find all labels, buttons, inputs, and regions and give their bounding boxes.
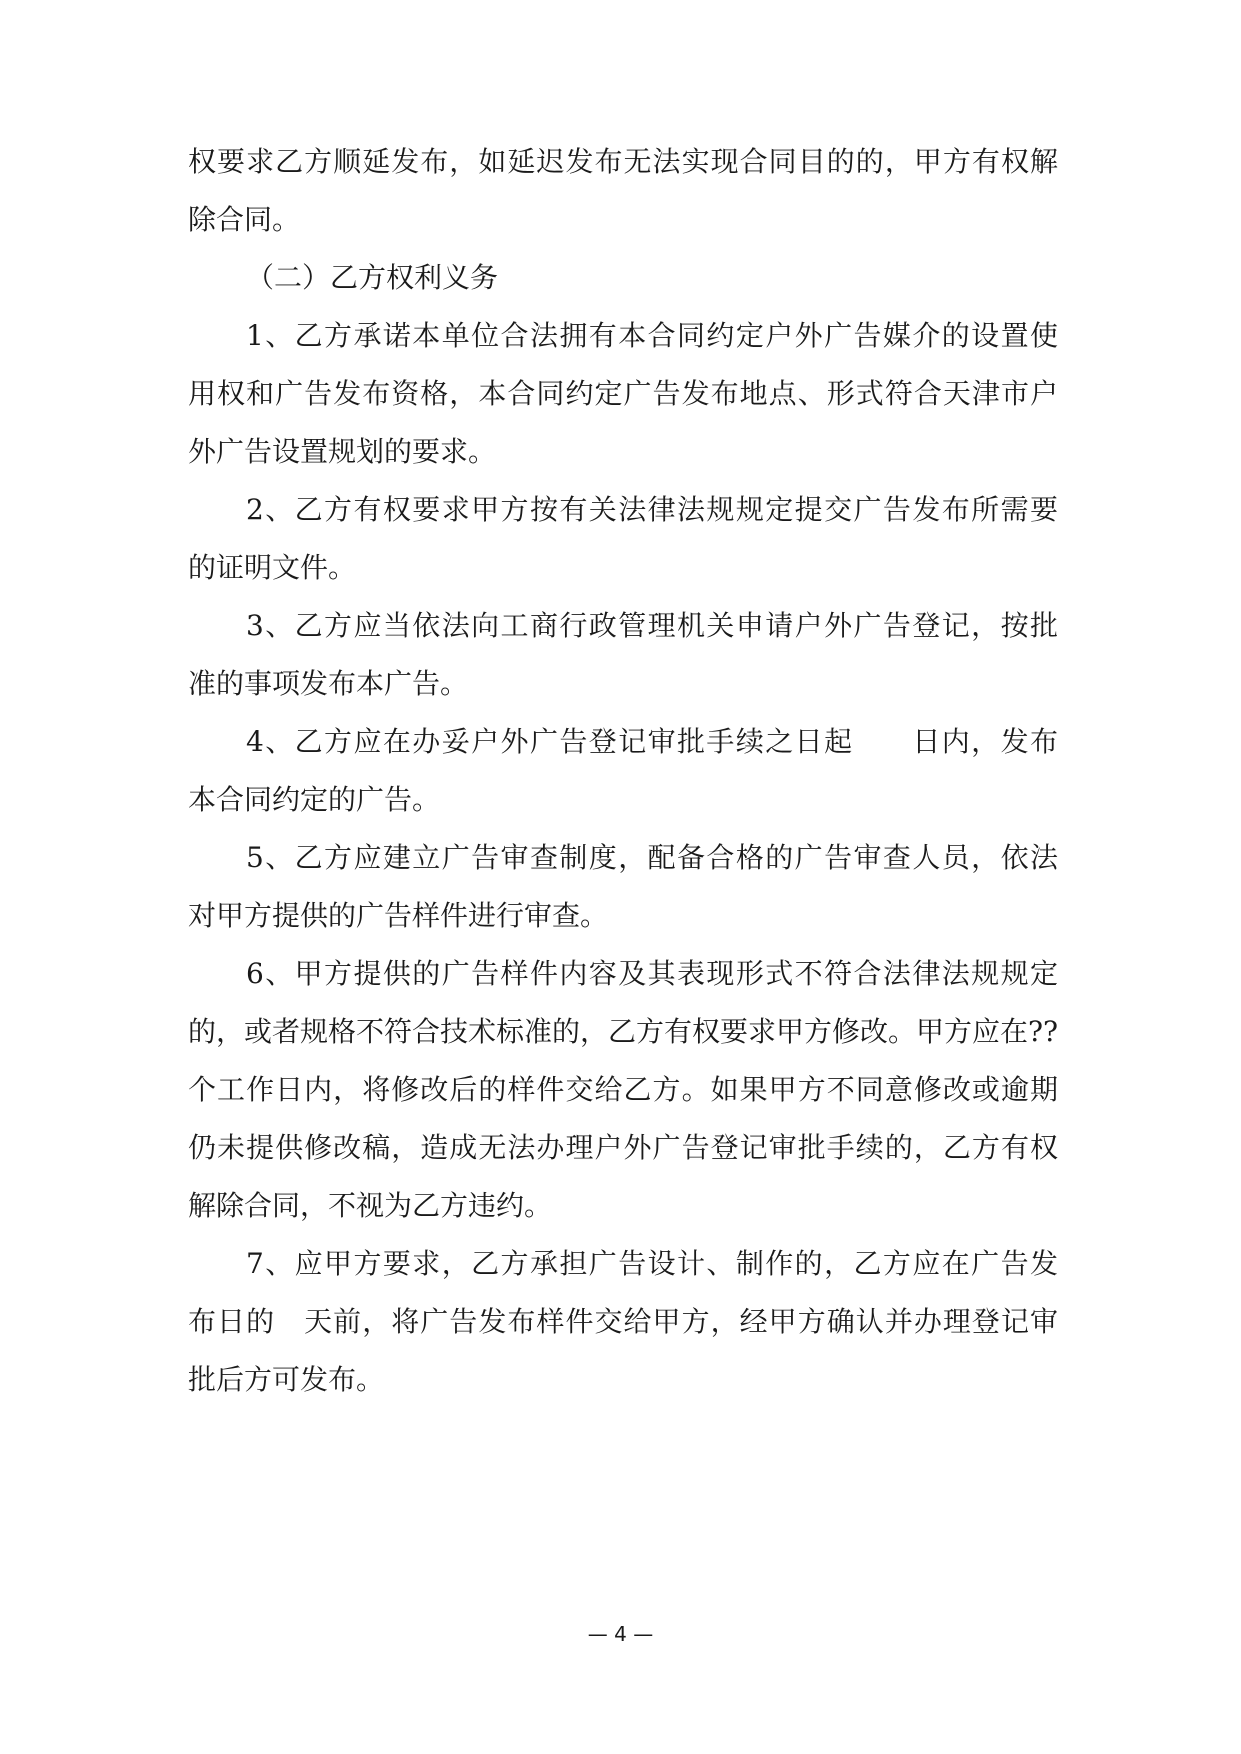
clause-6-line: 6、甲方提供的广告样件内容及其表现形式不符合法律法规规定: [246, 957, 1058, 990]
section-heading: （二）乙方权利义务: [246, 261, 499, 294]
clause-7-line: 7、应甲方要求，乙方承担广告设计、制作的，乙方应在广告发: [246, 1247, 1058, 1280]
clause-1-line: 用权和广告发布资格，本合同约定广告发布地点、形式符合天津市户: [188, 377, 1058, 410]
clause-7-line: 批后方可发布。: [188, 1363, 385, 1396]
clause-6-line: 个工作日内，将修改后的样件交给乙方。如果甲方不同意修改或逾期: [188, 1073, 1058, 1106]
clause-6-line: 解除合同，不视为乙方违约。: [188, 1189, 553, 1222]
body-line: 权要求乙方顺延发布，如延迟发布无法实现合同目的的，甲方有权解: [188, 145, 1058, 178]
clause-3-line: 3、乙方应当依法向工商行政管理机关申请户外广告登记，按批: [246, 609, 1058, 642]
clause-3-line: 准的事项发布本广告。: [188, 667, 469, 700]
body-line: 除合同。: [188, 203, 301, 236]
clause-1-line: 1、乙方承诺本单位合法拥有本合同约定户外广告媒介的设置使: [246, 319, 1058, 352]
clause-6-line: 的，或者规格不符合技术标准的，乙方有权要求甲方修改。甲方应在??: [188, 1015, 1059, 1048]
clause-1-line: 外广告设置规划的要求。: [188, 435, 497, 468]
clause-7-line: 布日的 天前，将广告发布样件交给甲方，经甲方确认并办理登记审: [188, 1305, 1058, 1338]
clause-5-line: 对甲方提供的广告样件进行审查。: [188, 899, 609, 932]
clause-2-line: 2、乙方有权要求甲方按有关法律法规规定提交广告发布所需要: [246, 493, 1058, 526]
clause-6-line: 仍未提供修改稿，造成无法办理户外广告登记审批手续的，乙方有权: [188, 1131, 1058, 1164]
clause-4-line: 4、乙方应在办妥户外广告登记审批手续之日起 日内，发布: [246, 725, 1058, 758]
clause-5-line: 5、乙方应建立广告审查制度，配备合格的广告审查人员，依法: [246, 841, 1058, 874]
page-number: — 4 —: [587, 1622, 654, 1646]
clause-2-line: 的证明文件。: [188, 551, 357, 584]
clause-4-line: 本合同约定的广告。: [188, 783, 441, 816]
